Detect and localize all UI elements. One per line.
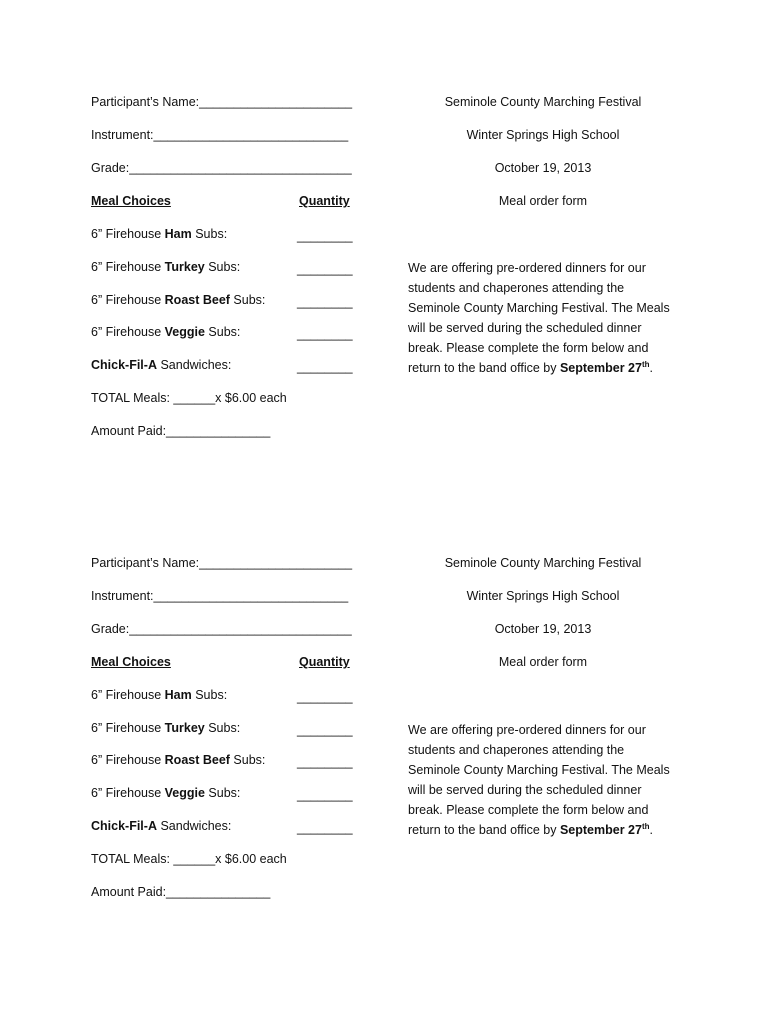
paragraph-line: students and chaperones attending the — [408, 281, 625, 295]
meal-item-turkey: 6” Firehouse Turkey Subs: — [91, 260, 241, 274]
quantity-field-ham[interactable]: ________ — [297, 229, 353, 243]
event-title: Seminole County Marching Festival — [444, 556, 642, 570]
meal-item-ham: 6” Firehouse Ham Subs: — [91, 227, 228, 241]
quantity-field-chick-fil-a[interactable]: ________ — [297, 821, 353, 835]
meal-order-form-top — [0, 0, 770, 460]
meal-item-veggie: 6” Firehouse Veggie Subs: — [91, 325, 241, 339]
meal-choices-header: Meal Choices — [91, 194, 171, 208]
meal-choices-header: Meal Choices — [91, 655, 171, 669]
event-date: October 19, 2013 — [494, 622, 592, 636]
meal-order-form-bottom — [0, 461, 770, 921]
paragraph-line: students and chaperones attending the — [408, 743, 625, 757]
deadline: September 27 — [559, 361, 642, 375]
amount-paid-field[interactable]: Amount Paid:_______________ — [91, 424, 271, 438]
meal-item-roast-beef: 6” Firehouse Roast Beef Subs: — [91, 753, 266, 767]
quantity-field-veggie[interactable]: ________ — [297, 327, 353, 341]
quantity-header: Quantity — [299, 655, 350, 669]
quantity-header: Quantity — [299, 194, 350, 208]
quantity-field-roast-beef[interactable]: ________ — [297, 295, 353, 309]
instrument-field[interactable]: Instrument:____________________________ — [91, 589, 349, 603]
event-title: Seminole County Marching Festival — [444, 95, 642, 109]
amount-paid-field[interactable]: Amount Paid:_______________ — [91, 885, 271, 899]
instructions-paragraph — [408, 258, 683, 378]
quantity-field-turkey[interactable]: ________ — [297, 262, 353, 276]
event-date: October 19, 2013 — [494, 161, 592, 175]
paragraph-last-line: return to the band office by September 27th. — [408, 821, 653, 837]
total-meals-field[interactable]: TOTAL Meals: ______x $6.00 each — [91, 852, 287, 866]
paragraph-line: break. Please complete the form below and — [408, 803, 649, 817]
paragraph-line: Seminole County Marching Festival. The Meals — [408, 763, 670, 777]
quantity-field-roast-beef[interactable]: ________ — [297, 755, 353, 769]
total-meals-field[interactable]: TOTAL Meals: ______x $6.00 each — [91, 391, 287, 405]
participant-name-field[interactable]: Participant’s Name:______________________ — [91, 95, 353, 109]
paragraph-line: will be served during the scheduled dinner — [408, 321, 642, 335]
quantity-field-ham[interactable]: ________ — [297, 690, 353, 704]
quantity-field-veggie[interactable]: ________ — [297, 788, 353, 802]
meal-item-chick-fil-a: Chick-Fil-A Sandwiches: — [91, 358, 232, 372]
paragraph-line: break. Please complete the form below and — [408, 341, 649, 355]
paragraph-line: Seminole County Marching Festival. The Meals — [408, 301, 670, 315]
form-title: Meal order form — [498, 194, 588, 208]
form-title: Meal order form — [498, 655, 588, 669]
meal-item-veggie: 6” Firehouse Veggie Subs: — [91, 786, 241, 800]
deadline: September 27 — [559, 823, 642, 837]
meal-item-turkey: 6” Firehouse Turkey Subs: — [91, 721, 241, 735]
meal-item-ham: 6” Firehouse Ham Subs: — [91, 688, 228, 702]
paragraph-line: will be served during the scheduled dinner — [408, 783, 642, 797]
grade-field[interactable]: Grade:________________________________ — [91, 161, 352, 175]
quantity-field-turkey[interactable]: ________ — [297, 723, 353, 737]
grade-field[interactable]: Grade:________________________________ — [91, 622, 352, 636]
instructions-paragraph — [408, 720, 683, 840]
paragraph-line: We are offering pre-ordered dinners for our — [408, 261, 646, 275]
school-name: Winter Springs High School — [466, 589, 620, 603]
participant-name-field[interactable]: Participant’s Name:______________________ — [91, 556, 353, 570]
meal-item-roast-beef: 6” Firehouse Roast Beef Subs: — [91, 293, 266, 307]
instrument-field[interactable]: Instrument:____________________________ — [91, 128, 349, 142]
paragraph-last-line: return to the band office by September 27th. — [408, 359, 653, 375]
quantity-field-chick-fil-a[interactable]: ________ — [297, 360, 353, 374]
meal-item-chick-fil-a: Chick-Fil-A Sandwiches: — [91, 819, 232, 833]
school-name: Winter Springs High School — [466, 128, 620, 142]
paragraph-line: We are offering pre-ordered dinners for our — [408, 723, 646, 737]
